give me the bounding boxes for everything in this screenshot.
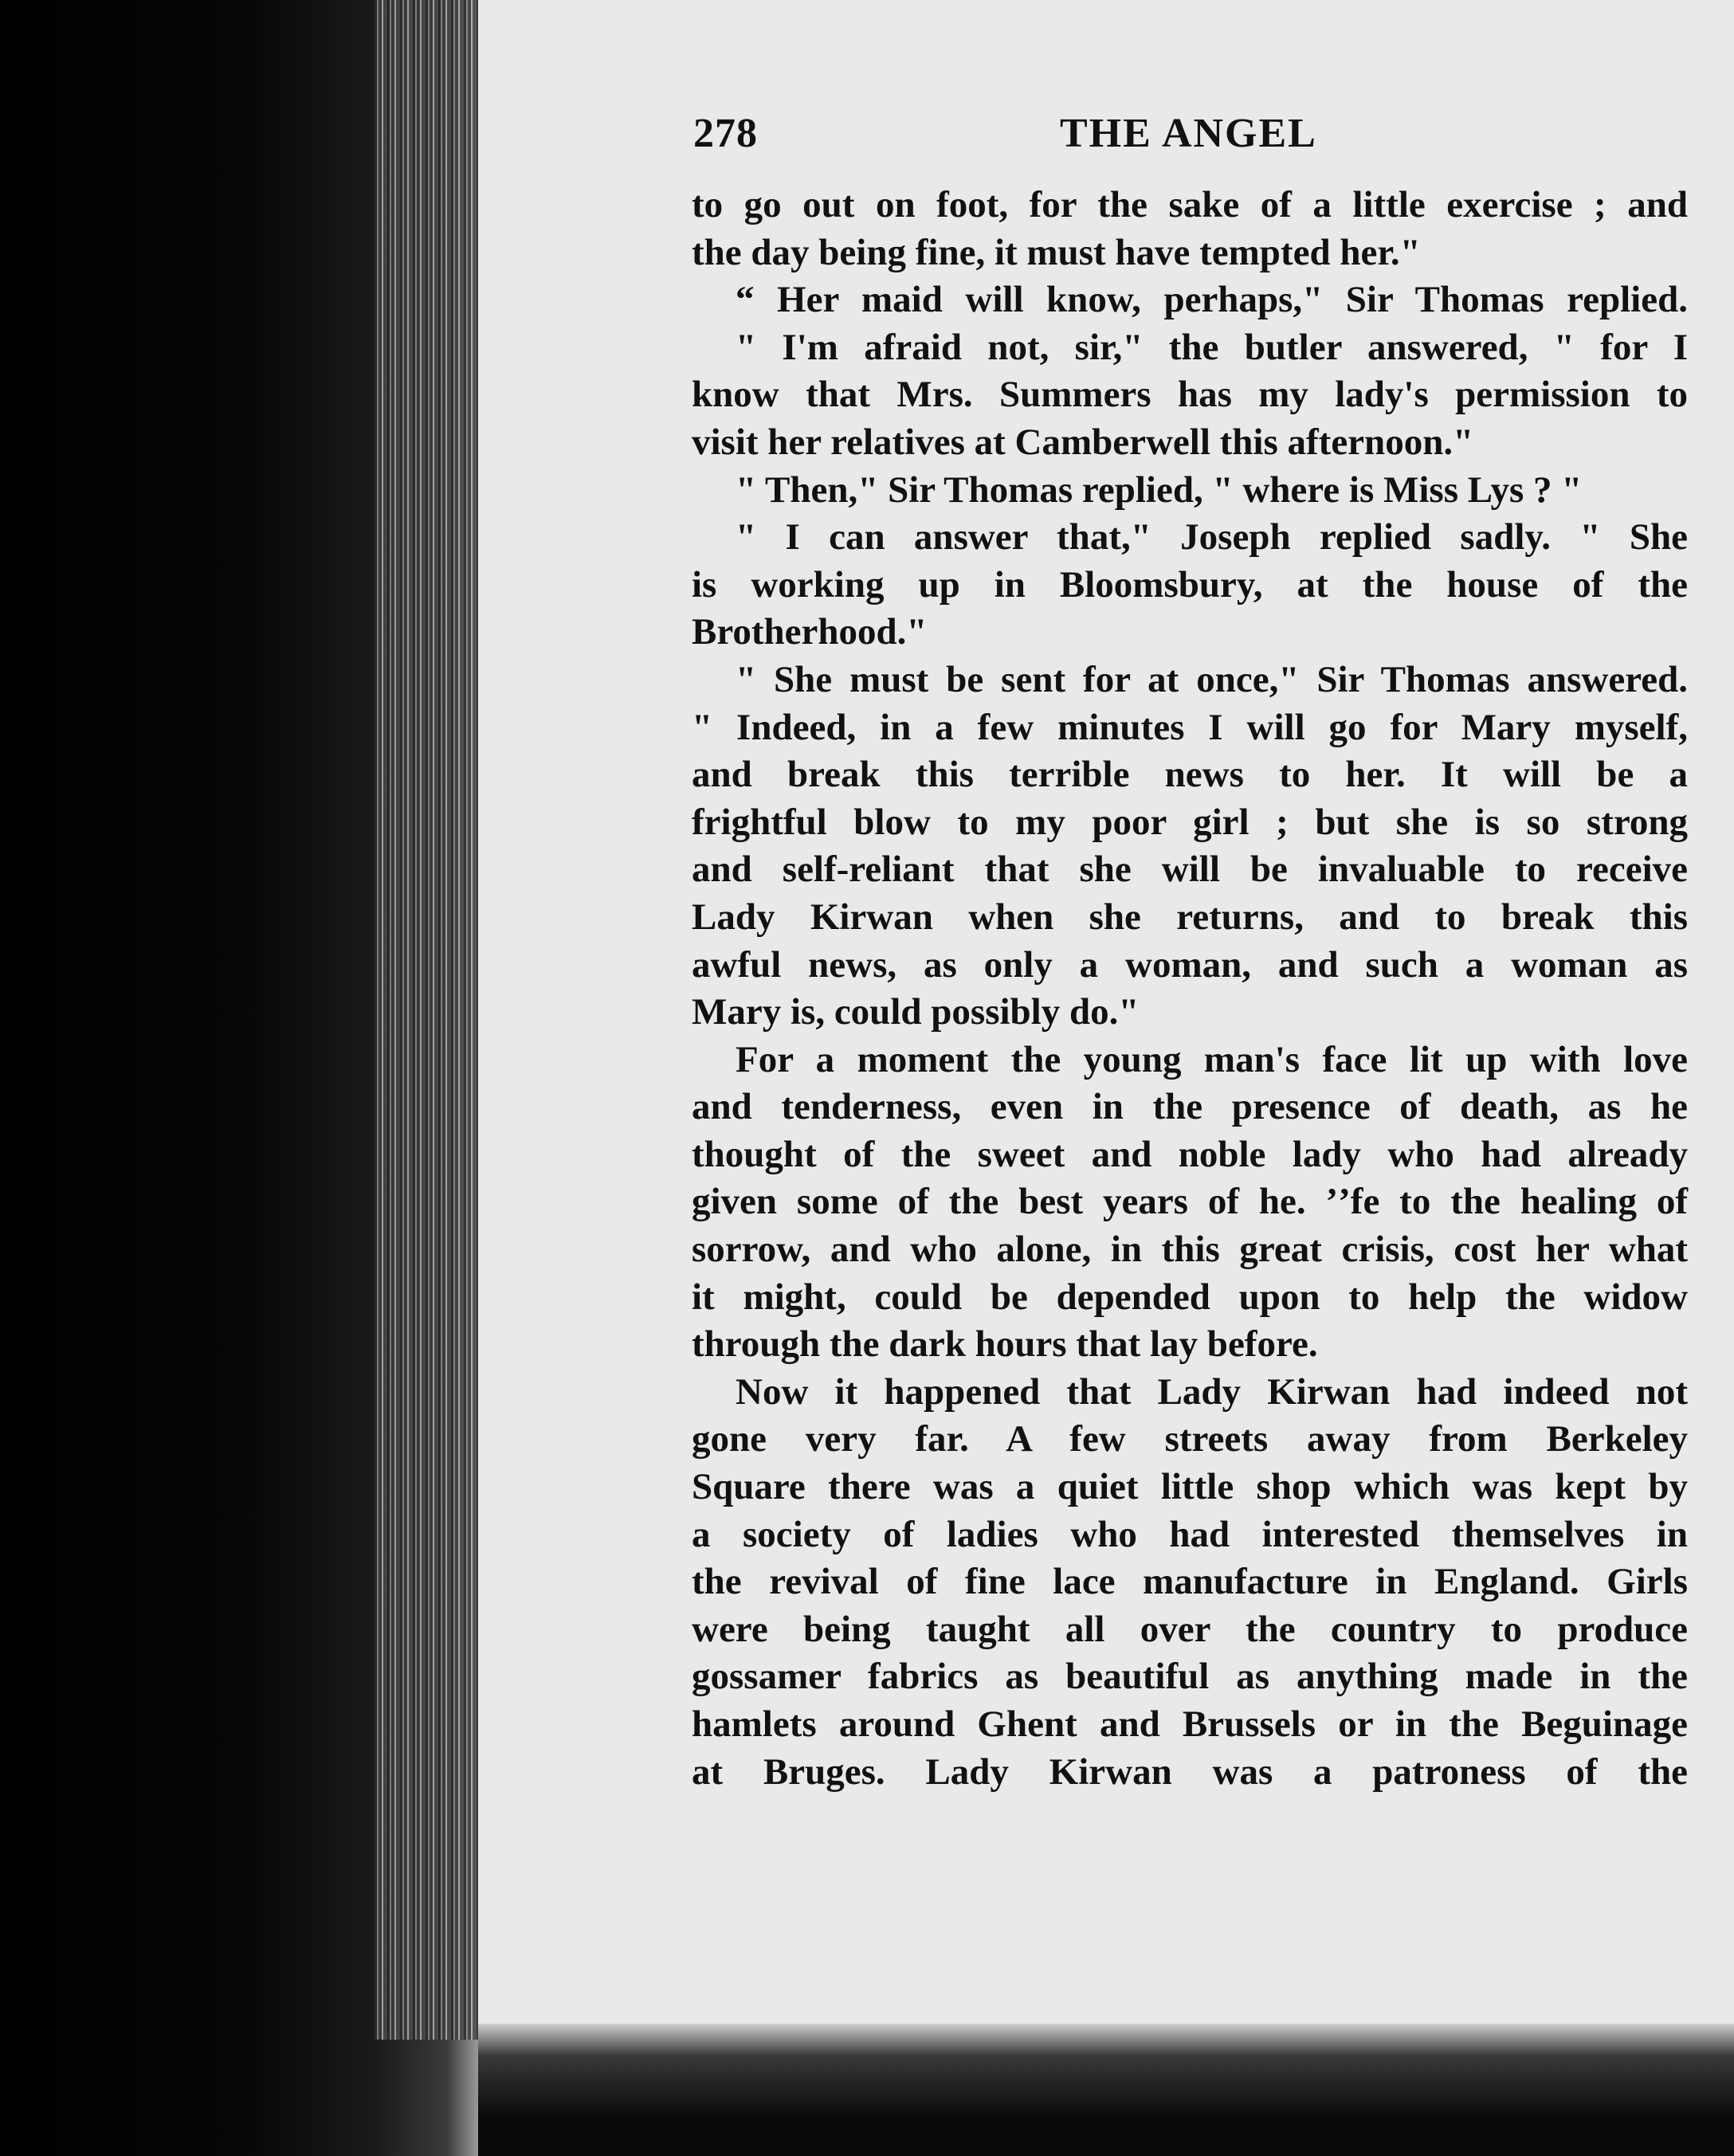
text-line: and break this terrible news to her. It will be a — [692, 754, 1688, 796]
text-line: " Indeed, in a few minutes I will go for Mary myself, — [692, 706, 1688, 748]
text-line: " Then," Sir Thomas replied, " where is Miss Lys ? " — [736, 468, 1583, 511]
text-line: through the dark hours that lay before. — [692, 1323, 1318, 1366]
text-line: frightful blow to my poor girl ; but she is so strong — [692, 801, 1688, 843]
text-line: to go out on foot, for the sake of a little exercise ; and — [692, 184, 1688, 225]
text-line: " She must be sent for at once," Sir Thomas answered. — [736, 658, 1688, 700]
text-line: " I can answer that," Joseph replied sadly. " She — [736, 516, 1688, 559]
text-line: thought of the sweet and noble lady who had already — [692, 1133, 1688, 1175]
text-line: Square there was a quiet little shop which was kept by — [692, 1466, 1688, 1508]
text-line: visit her relatives at Camberwell this afternoon." — [692, 421, 1474, 463]
text-line: “ Her maid will know, perhaps," Sir Thomas replied. — [736, 279, 1688, 321]
text-line: Mary is, could possibly do." — [692, 991, 1140, 1033]
text-line: the day being fine, it must have tempted her." — [692, 231, 1421, 273]
page-header — [693, 110, 1689, 166]
text-line: awful news, as only a woman, and such a woman as — [692, 943, 1688, 986]
text-line: and tenderness, even in the presence of death, as he — [692, 1086, 1688, 1128]
page-number: 278 — [693, 111, 758, 156]
body-text — [692, 182, 1688, 1796]
text-line: is working up in Bloomsbury, at the house of the — [692, 563, 1688, 606]
text-line: Now it happened that Lady Kirwan had indeed not — [736, 1370, 1688, 1413]
text-line: " I'm afraid not, sir," the butler answered, " for I — [736, 326, 1688, 368]
running-title: THE ANGEL — [1060, 111, 1317, 156]
text-line: gone very far. A few streets away from Berkeley — [692, 1418, 1688, 1460]
text-line: hamlets around Ghent and Brussels or in the Beguinage — [692, 1703, 1688, 1745]
text-line: Lady Kirwan when she returns, and to break this — [692, 896, 1688, 938]
text-line: sorrow, and who alone, in this great crisis, cost her what — [692, 1229, 1688, 1271]
page-bottom-shadow — [478, 2024, 1734, 2156]
text-line: and self-reliant that she will be invaluable to receive — [692, 849, 1688, 891]
text-line: given some of the best years of he. ʼʼfe to the healing of — [692, 1181, 1688, 1223]
text-line: at Bruges. Lady Kirwan was a patroness of the — [692, 1750, 1688, 1793]
text-line: know that Mrs. Summers has my lady's permission to — [692, 374, 1688, 416]
text-line: gossamer fabrics as beautiful as anything made in the — [692, 1656, 1688, 1698]
text-line: it might, could be depended upon to help the widow — [692, 1276, 1688, 1318]
text-line: a society of ladies who had interested themselves in — [692, 1513, 1688, 1555]
text-line: were being taught all over the country to produce — [692, 1608, 1688, 1650]
text-line: the revival of fine lace manufacture in England. Girls — [692, 1561, 1688, 1603]
text-line: Brotherhood." — [692, 611, 928, 653]
text-line: For a moment the young man's face lit up with love — [736, 1038, 1688, 1080]
